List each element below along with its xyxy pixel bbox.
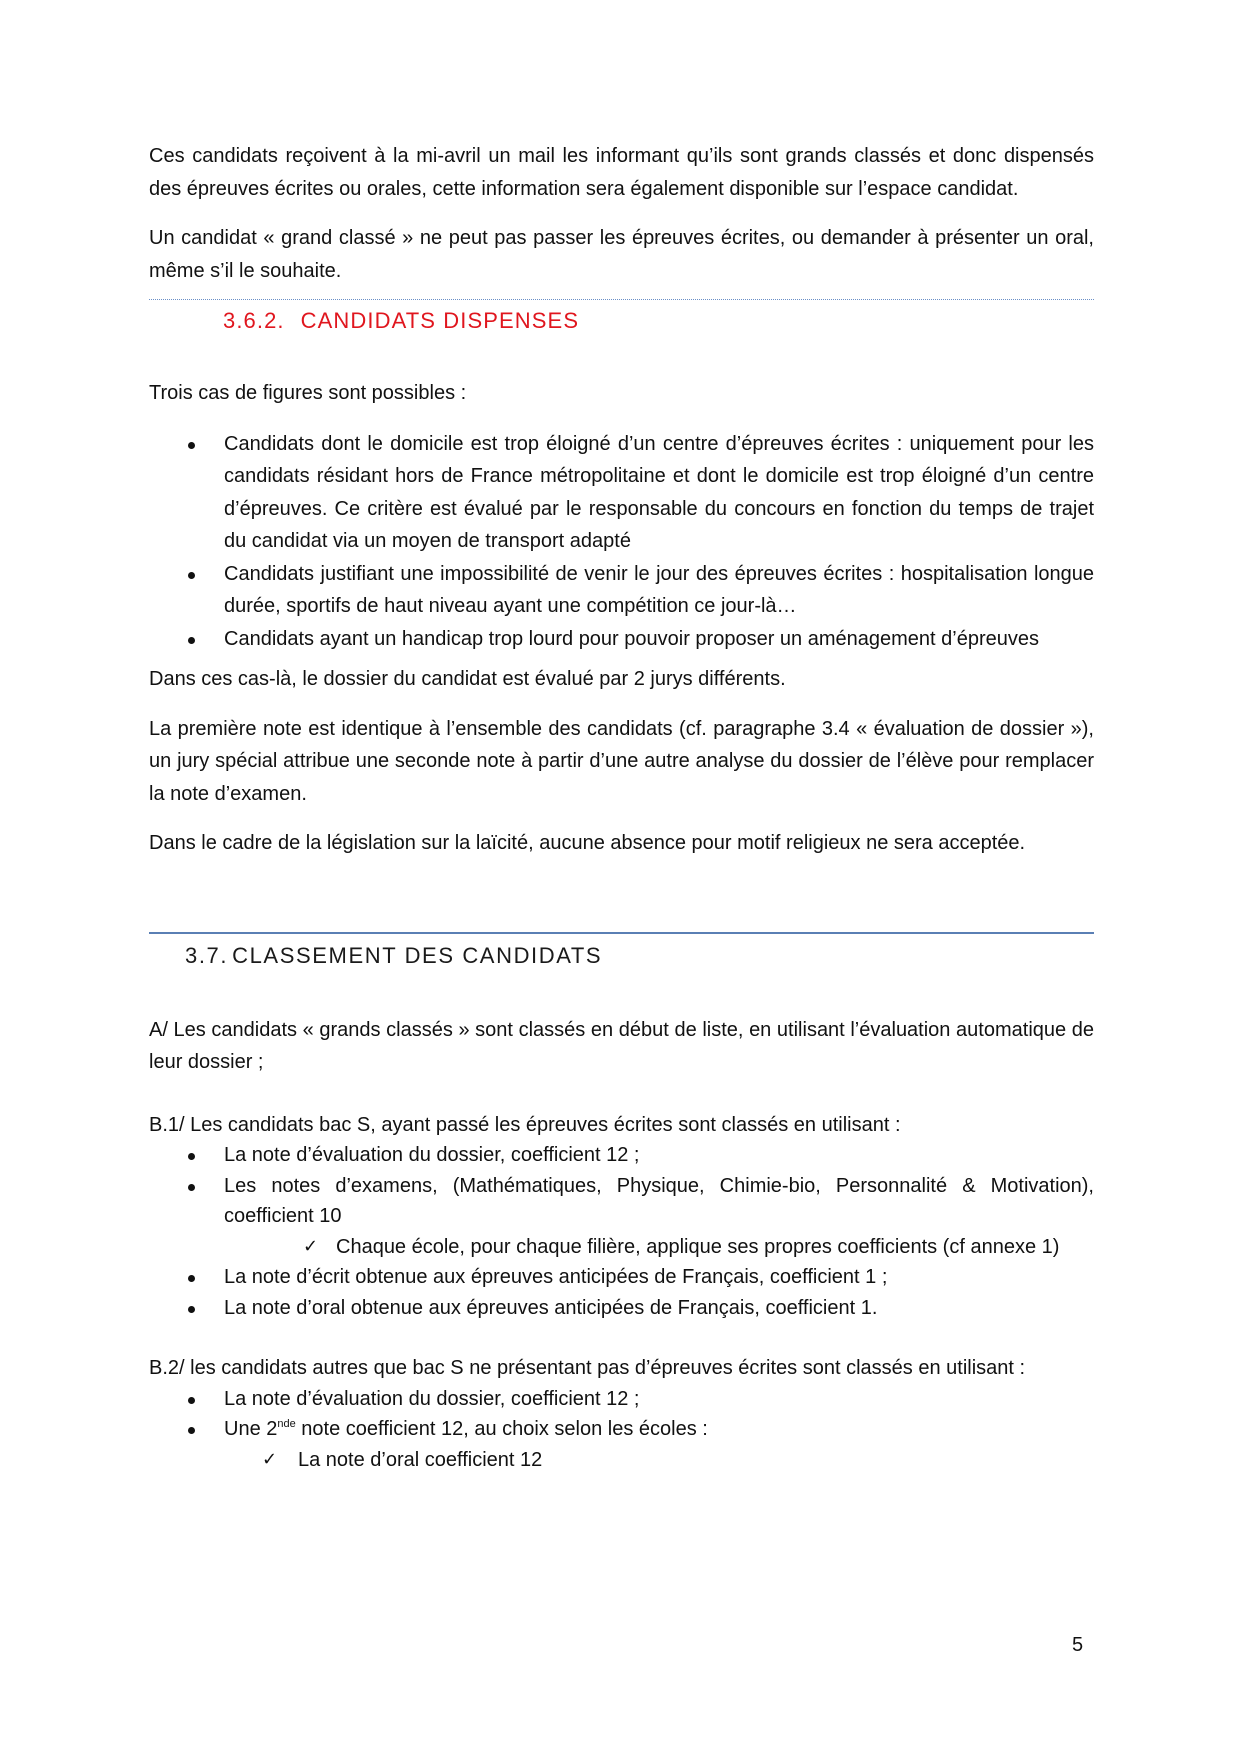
section-3-6-2-intro: Trois cas de figures sont possibles : [149, 382, 467, 404]
ranking-b2-checklist [149, 1445, 1094, 1476]
checklist-item-text: Chaque école, pour chaque filière, applique ses propres coefficients (cf annexe 1) [336, 1235, 1060, 1258]
list-item: La note d’évaluation du dossier, coefficient 12 ; [149, 1140, 1094, 1171]
list-item [149, 1414, 1094, 1445]
list-item-text-end: note coefficient 12, au choix selon les écoles : [295, 1418, 708, 1440]
section-3-7-heading [185, 938, 1094, 973]
section-3-6-2-number: 3.6.2. [223, 308, 285, 333]
ranking-b2-list [149, 1384, 1094, 1445]
ranking-b1-checklist [149, 1232, 1094, 1263]
ranking-b2-intro: B.2/ les candidats autres que bac S ne présentant pas d’épreuves écrites sont classés en utilisant : [149, 1357, 1026, 1379]
section-3-7-heading-block [149, 932, 1094, 973]
checklist-item [149, 1445, 1094, 1476]
checklist-item-text: La note d’oral coefficient 12 [298, 1448, 543, 1471]
superscript-nde: nde [277, 1418, 296, 1430]
ranking-b1-list [149, 1140, 1094, 1232]
checklist-item [149, 1232, 1094, 1263]
list-item: La note d’évaluation du dossier, coefficient 12 ; [149, 1384, 1094, 1415]
ranking-a-paragraph: A/ Les candidats « grands classés » sont classés en début de liste, en utilisant l’évaluation automatique de leur dossier ; [149, 1018, 1094, 1073]
list-item: Les notes d’examens, (Mathématiques, Physique, Chimie-bio, Personnalité & Motivation), coefficient 10 [149, 1171, 1094, 1232]
section-3-6-2-heading-block [149, 299, 1094, 337]
list-item: Candidats dont le domicile est trop éloigné d’un centre d’épreuves écrites : uniquement pour les candidats résidant hors de France métropolitaine et dont le domicile est trop éloigné d’un centre d’épreuves. Ce critère est évalué par le responsable du concours en fonction du temps de trajet du candidat via un moyen de transport adapté [149, 428, 1094, 558]
section-3-6-2-heading [223, 305, 1094, 337]
page-number: 5 [1072, 1634, 1084, 1656]
jurys-paragraph: Dans ces cas-là, le dossier du candidat est évalué par 2 jurys différents. [149, 668, 786, 690]
list-item: La note d’écrit obtenue aux épreuves anticipées de Français, coefficient 1 ; [149, 1262, 1094, 1293]
dispensed-cases-list [149, 428, 1094, 656]
check-icon: ✓ [303, 1235, 319, 1257]
ranking-b1-list-continued [149, 1262, 1094, 1323]
section-3-7-title: CLASSEMENT DES CANDIDATS [232, 942, 603, 968]
intro-paragraph-1: Ces candidats reçoivent à la mi-avril un mail les informant qu’ils sont grands classés et donc dispensés des épreuves écrites ou orales, cette information sera également disponible sur l’espace candidat. [149, 145, 1094, 200]
ranking-b1-intro: B.1/ Les candidats bac S, ayant passé les épreuves écrites sont classés en utilisant : [149, 1113, 901, 1136]
list-item: La note d’oral obtenue aux épreuves anticipées de Français, coefficient 1. [149, 1293, 1094, 1324]
list-item-text-start: Une 2 [224, 1418, 278, 1440]
laicite-paragraph: Dans le cadre de la législation sur la laïcité, aucune absence pour motif religieux ne sera acceptée. [149, 832, 1026, 854]
list-item: Candidats justifiant une impossibilité de venir le jour des épreuves écrites : hospitalisation longue durée, sportifs de haut niveau ayant une compétition ce jour-là… [149, 558, 1094, 623]
section-3-6-2-title: CANDIDATS DISPENSES [300, 308, 580, 333]
section-3-7-number: 3.7. [185, 942, 229, 968]
note-paragraph: La première note est identique à l’ensemble des candidats (cf. paragraphe 3.4 « évaluation de dossier »), un jury spécial attribue une seconde note à partir d’une autre analyse du dossier de l’élève pour remplacer la note d’examen. [149, 717, 1094, 805]
intro-paragraph-2: Un candidat « grand classé » ne peut pas passer les épreuves écrites, ou demander à présenter un oral, même s’il le souhaite. [149, 227, 1094, 282]
document-page [149, 140, 1094, 1475]
check-icon: ✓ [262, 1448, 278, 1470]
list-item: Candidats ayant un handicap trop lourd pour pouvoir proposer un aménagement d’épreuves [149, 623, 1094, 656]
